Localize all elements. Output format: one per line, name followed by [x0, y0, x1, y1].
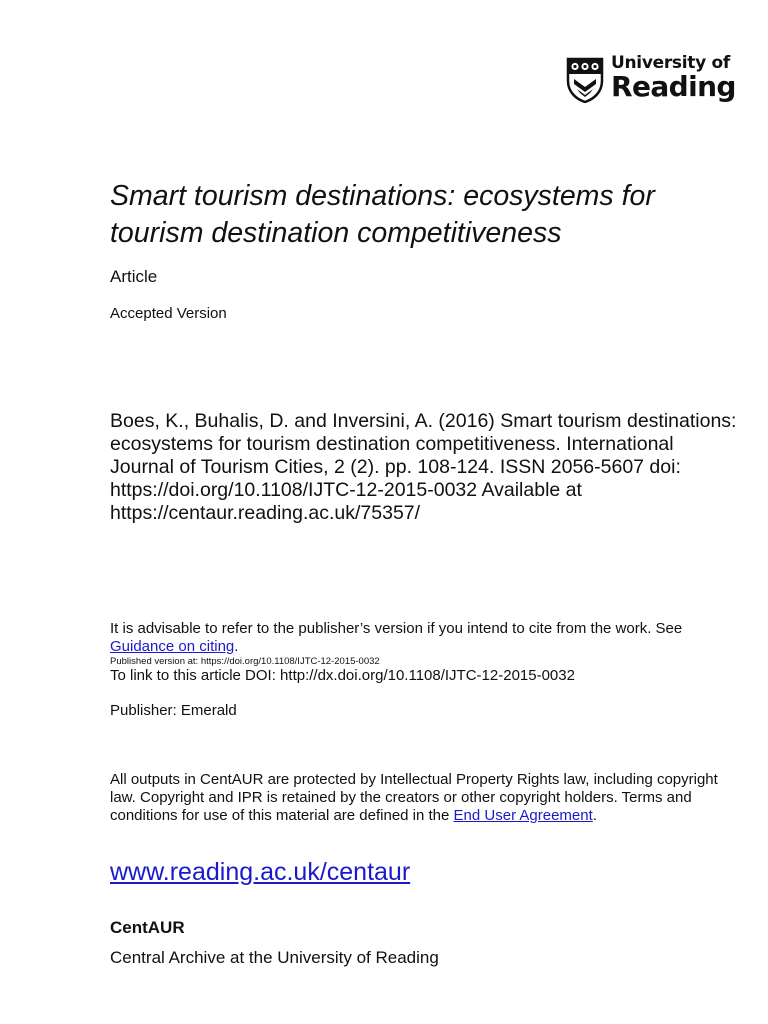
university-crest-icon	[566, 57, 604, 103]
logo-line-1: University of	[611, 53, 730, 73]
doi-link-line: To link to this article DOI: http://dx.doi.org/10.1108/IJTC-12-2015-0032	[110, 667, 575, 684]
rights-text: All outputs in CentAUR are protected by Intellectual Property Rights law, including copyright law. Copyright and IPR is retained by the creators or other copyright holders. Terms and conditions for use of this material are defined in the	[110, 771, 718, 824]
document-version: Accepted Version	[110, 305, 227, 322]
rights-period: .	[592, 807, 597, 824]
citation-advisory	[110, 620, 740, 685]
centaur-name: CentAUR	[110, 918, 185, 937]
published-version-note: Published version at: https://doi.org/10.1108/IJTC-12-2015-0032	[110, 656, 380, 667]
citation-text: Boes, K., Buhalis, D. and Inversini, A. (2016) Smart tourism destinations: ecosystems for tourism destination competitiveness. International Journal of Tourism Cities, 2 (2). pp. 108-124. ISSN 2056-5607 doi: https://doi.org/10.1108/IJTC-12-2015-0032 Available at https://centaur.reading.ac.uk/75357/	[110, 410, 737, 524]
guidance-on-citing-link[interactable]: Guidance on citing	[110, 638, 235, 655]
advisory-text: It is advisable to refer to the publisher’s version if you intend to cite from the work. See	[110, 620, 683, 637]
centaur-description: Central Archive at the University of Reading	[110, 948, 439, 967]
centaur-url-link[interactable]: www.reading.ac.uk/centaur	[110, 858, 411, 886]
end-user-agreement-link[interactable]: End User Agreement	[453, 807, 593, 824]
logo-line-2: Reading	[611, 70, 736, 103]
university-logo	[566, 53, 736, 107]
advisory-period: .	[234, 638, 239, 655]
document-title: Smart tourism destinations: ecosystems for tourism destination competitiveness	[110, 180, 655, 249]
rights-statement	[110, 771, 740, 825]
publisher-line: Publisher: Emerald	[110, 702, 237, 719]
logo-wordmark	[611, 55, 736, 101]
document-type: Article	[110, 267, 158, 286]
